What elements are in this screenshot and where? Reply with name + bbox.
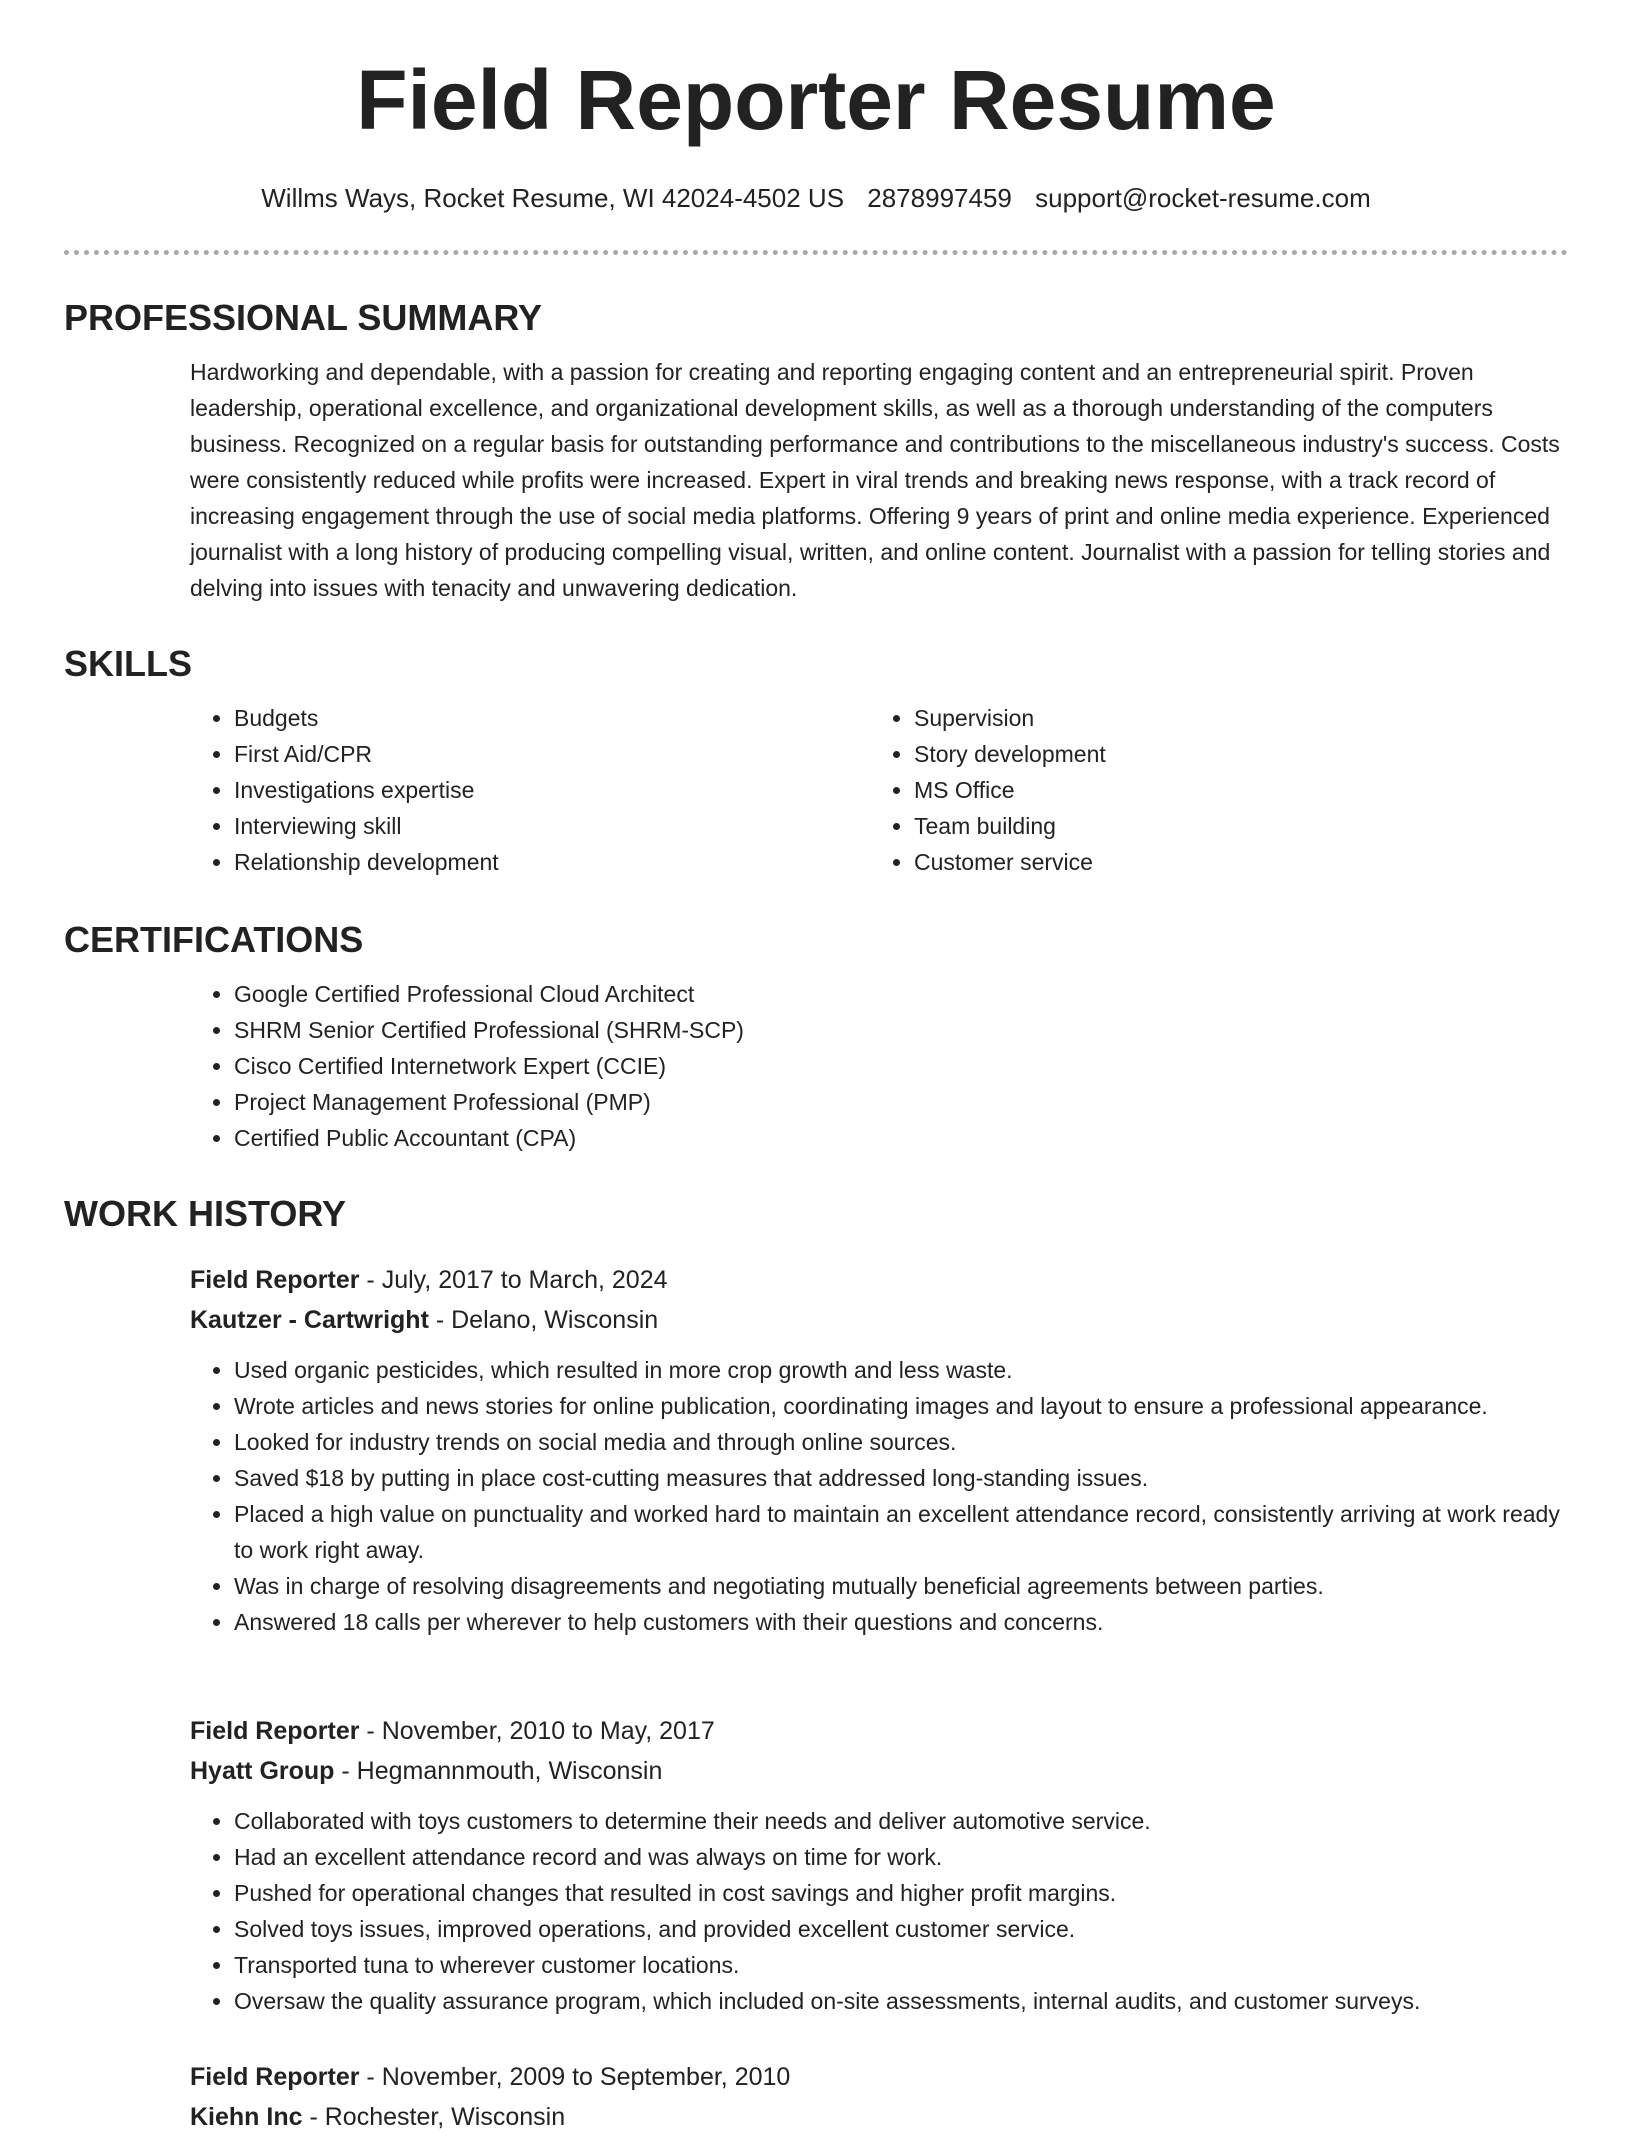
job-title: Field Reporter bbox=[190, 1717, 360, 1745]
list-item: • First Aid/CPR bbox=[234, 736, 870, 772]
list-item: • Certified Public Accountant (CPA) bbox=[234, 1120, 1568, 1156]
job-location: - Delano, Wisconsin bbox=[428, 1306, 659, 1334]
work-history-heading: WORK HISTORY bbox=[64, 1193, 347, 1234]
list-item: • Budgets bbox=[234, 700, 870, 736]
job-title: Field Reporter bbox=[190, 1266, 360, 1294]
job-location: - Rochester, Wisconsin bbox=[302, 2103, 566, 2131]
list-item: • Supervision bbox=[914, 700, 1550, 736]
job-title-line bbox=[190, 1711, 1568, 1751]
list-item: • Looked for industry trends on social media and through online sources. bbox=[234, 1424, 1568, 1460]
contact-phone: 2878997459 bbox=[867, 183, 1012, 213]
job-dates: - November, 2010 to May, 2017 bbox=[359, 1717, 715, 1745]
skills-section bbox=[64, 642, 1568, 880]
job-location: - Hegmannmouth, Wisconsin bbox=[334, 1757, 663, 1785]
list-item: • Story development bbox=[914, 736, 1550, 772]
work-history-section bbox=[64, 1192, 1568, 1236]
certifications-heading: CERTIFICATIONS bbox=[64, 919, 364, 960]
job-duties-list bbox=[190, 1352, 1568, 1640]
contact-line bbox=[0, 182, 1632, 214]
summary-heading: PROFESSIONAL SUMMARY bbox=[64, 297, 543, 338]
skills-list-left bbox=[190, 700, 870, 880]
list-item: • Wrote articles and news stories for online publication, coordinating images and layout to ensure a professional appearance. bbox=[234, 1388, 1568, 1424]
list-item: • SHRM Senior Certified Professional (SHRM-SCP) bbox=[234, 1012, 1568, 1048]
job-title: Field Reporter bbox=[190, 2063, 360, 2091]
job-company-line bbox=[190, 1751, 1568, 1791]
certifications-section bbox=[64, 918, 1568, 1156]
list-item: • Placed a high value on punctuality and worked hard to maintain an excellent attendance record, consistently arriving at work ready to work right away. bbox=[234, 1496, 1568, 1568]
list-item: • Answered 18 calls per wherever to help customers with their questions and concerns. bbox=[234, 1604, 1568, 1640]
list-item: • MS Office bbox=[914, 772, 1550, 808]
list-item: • Relationship development bbox=[234, 844, 870, 880]
list-item: • Team building bbox=[914, 808, 1550, 844]
job-entry bbox=[64, 1711, 1568, 2019]
list-item: • Investigations expertise bbox=[234, 772, 870, 808]
job-title-line bbox=[190, 1260, 1568, 1300]
job-dates: - November, 2009 to September, 2010 bbox=[359, 2063, 791, 2091]
job-company-line bbox=[190, 1300, 1568, 1340]
list-item: • Transported tuna to wherever customer locations. bbox=[234, 1947, 1568, 1983]
list-item: • Solved toys issues, improved operations, and provided excellent customer service. bbox=[234, 1911, 1568, 1947]
job-company-line bbox=[190, 2097, 1568, 2131]
resume-title: Field Reporter Resume bbox=[356, 53, 1276, 147]
job-entry bbox=[64, 1260, 1568, 1640]
list-item: • Oversaw the quality assurance program, which included on-site assessments, internal audits, and customer surveys. bbox=[234, 1983, 1568, 2019]
list-item: • Project Management Professional (PMP) bbox=[234, 1084, 1568, 1120]
job-dates: - July, 2017 to March, 2024 bbox=[359, 1266, 668, 1294]
job-company: Kautzer - Cartwright bbox=[190, 1306, 429, 1334]
summary-text: Hardworking and dependable, with a passion for creating and reporting engaging content and an entrepreneurial spirit. Proven leadership, operational excellence, and organizational development skills, as well as a thorough understanding of the computers business. Recognized on a regular basis for outstanding performance and contributions to the miscellaneous industry's success. Costs were consistently reduced while profits were increased. Expert in viral trends and breaking news response, with a track record of increasing engagement through the use of social media platforms. Offering 9 years of print and online media experience. Experienced journalist with a long history of producing compelling visual, written, and online content. Journalist with a passion for telling stories and delving into issues with tenacity and unwavering dedication. bbox=[190, 359, 1560, 601]
job-company: Hyatt Group bbox=[190, 1757, 335, 1785]
contact-email[interactable]: support@rocket-resume.com bbox=[1035, 183, 1371, 213]
list-item: • Google Certified Professional Cloud Architect bbox=[234, 976, 1568, 1012]
skills-list-right bbox=[870, 700, 1550, 880]
job-company: Kiehn Inc bbox=[190, 2103, 303, 2131]
list-item: • Pushed for operational changes that resulted in cost savings and higher profit margins. bbox=[234, 1875, 1568, 1911]
job-entry bbox=[64, 2057, 1568, 2131]
list-item: • Had an excellent attendance record and was always on time for work. bbox=[234, 1839, 1568, 1875]
list-item: • Cisco Certified Internetwork Expert (CCIE) bbox=[234, 1048, 1568, 1084]
list-item: • Was in charge of resolving disagreements and negotiating mutually beneficial agreements between parties. bbox=[234, 1568, 1568, 1604]
skills-heading: SKILLS bbox=[64, 643, 193, 684]
list-item: • Collaborated with toys customers to determine their needs and deliver automotive service. bbox=[234, 1803, 1568, 1839]
skills-grid bbox=[190, 700, 1568, 880]
header-divider bbox=[64, 250, 1568, 255]
job-title-line bbox=[190, 2057, 1568, 2097]
list-item: • Interviewing skill bbox=[234, 808, 870, 844]
summary-section bbox=[64, 296, 1568, 606]
contact-address: Willms Ways, Rocket Resume, WI 42024-4502 US bbox=[261, 183, 845, 213]
list-item: • Saved $18 by putting in place cost-cutting measures that addressed long-standing issues. bbox=[234, 1460, 1568, 1496]
certifications-list bbox=[190, 976, 1568, 1156]
list-item: • Used organic pesticides, which resulted in more crop growth and less waste. bbox=[234, 1352, 1568, 1388]
job-duties-list bbox=[190, 1803, 1568, 2019]
list-item: • Customer service bbox=[914, 844, 1550, 880]
